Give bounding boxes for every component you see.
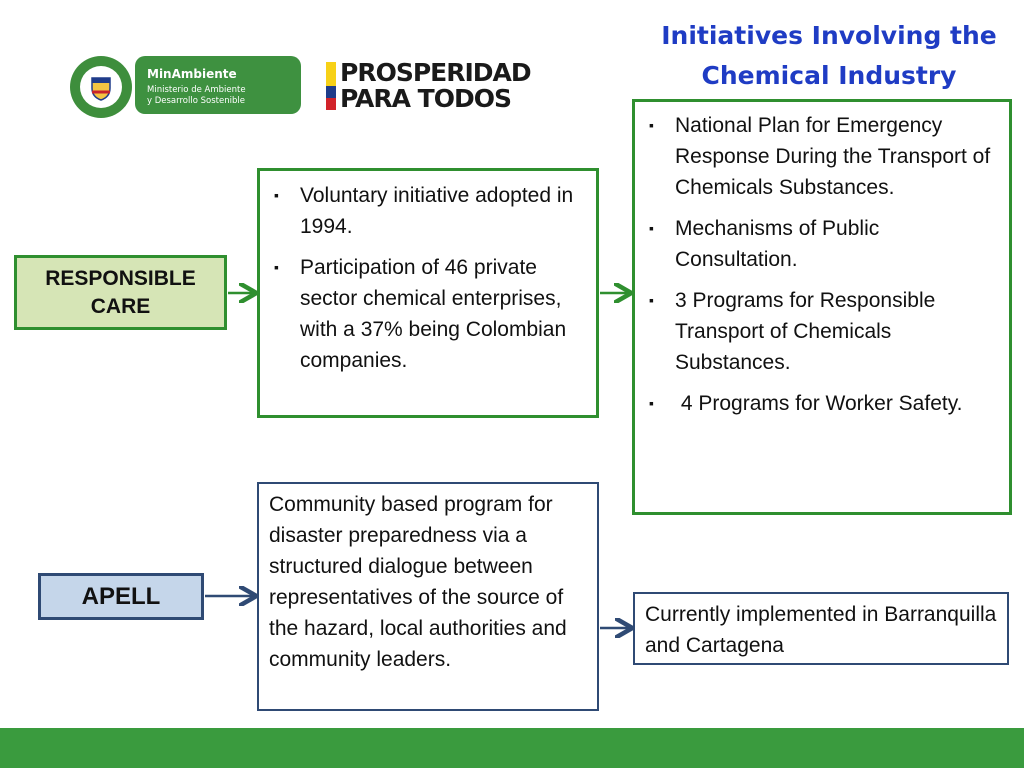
detail-text-2: Participation of 46 private sector chemical enterprises, with a 37% being Colombian companies.	[300, 256, 567, 372]
detail-text-1: Voluntary initiative adopted in 1994.	[300, 184, 574, 238]
footer-bar	[0, 728, 1024, 768]
bullet-icon: ▪	[274, 187, 279, 203]
minambiente-name: MinAmbiente	[147, 67, 237, 81]
initiative-text-3: 3 Programs for Responsible Transport of Chemicals Substances.	[675, 289, 936, 374]
prosperidad-line-1: PROSPERIDAD	[340, 58, 531, 87]
apell-label: APELL	[81, 582, 161, 610]
slide-title-line-2: Chemical Industry	[701, 61, 957, 90]
minambiente-subtitle-line-1: Ministerio de Ambiente	[147, 85, 246, 95]
bullet-icon: ▪	[649, 220, 654, 236]
apell-status: Currently implemented in Barranquilla and Cartagena	[645, 603, 997, 657]
bullet-icon: ▪	[649, 395, 654, 411]
bullet-icon: ▪	[649, 117, 654, 133]
apell-description: Community based program for disaster preparedness via a structured dialogue between representatives of the source of the hazard, local authorities and community leaders.	[269, 493, 567, 671]
minambiente-subtitle-line-2: y Desarrollo Sostenible	[147, 96, 245, 106]
bullet-icon: ▪	[649, 292, 654, 308]
bullet-icon: ▪	[274, 259, 279, 275]
responsible-care-label-line-2: CARE	[90, 294, 151, 318]
slide-title-line-1: Initiatives Involving the	[661, 21, 997, 50]
initiative-text-1: National Plan for Emergency Response During the Transport of Chemicals Substances.	[675, 114, 991, 199]
initiative-text-4: 4 Programs for Worker Safety.	[675, 392, 963, 415]
initiative-text-2: Mechanisms of Public Consultation.	[675, 217, 880, 271]
prosperidad-line-2: PARA TODOS	[340, 84, 511, 113]
responsible-care-label-line-1: RESPONSIBLE	[45, 266, 196, 290]
